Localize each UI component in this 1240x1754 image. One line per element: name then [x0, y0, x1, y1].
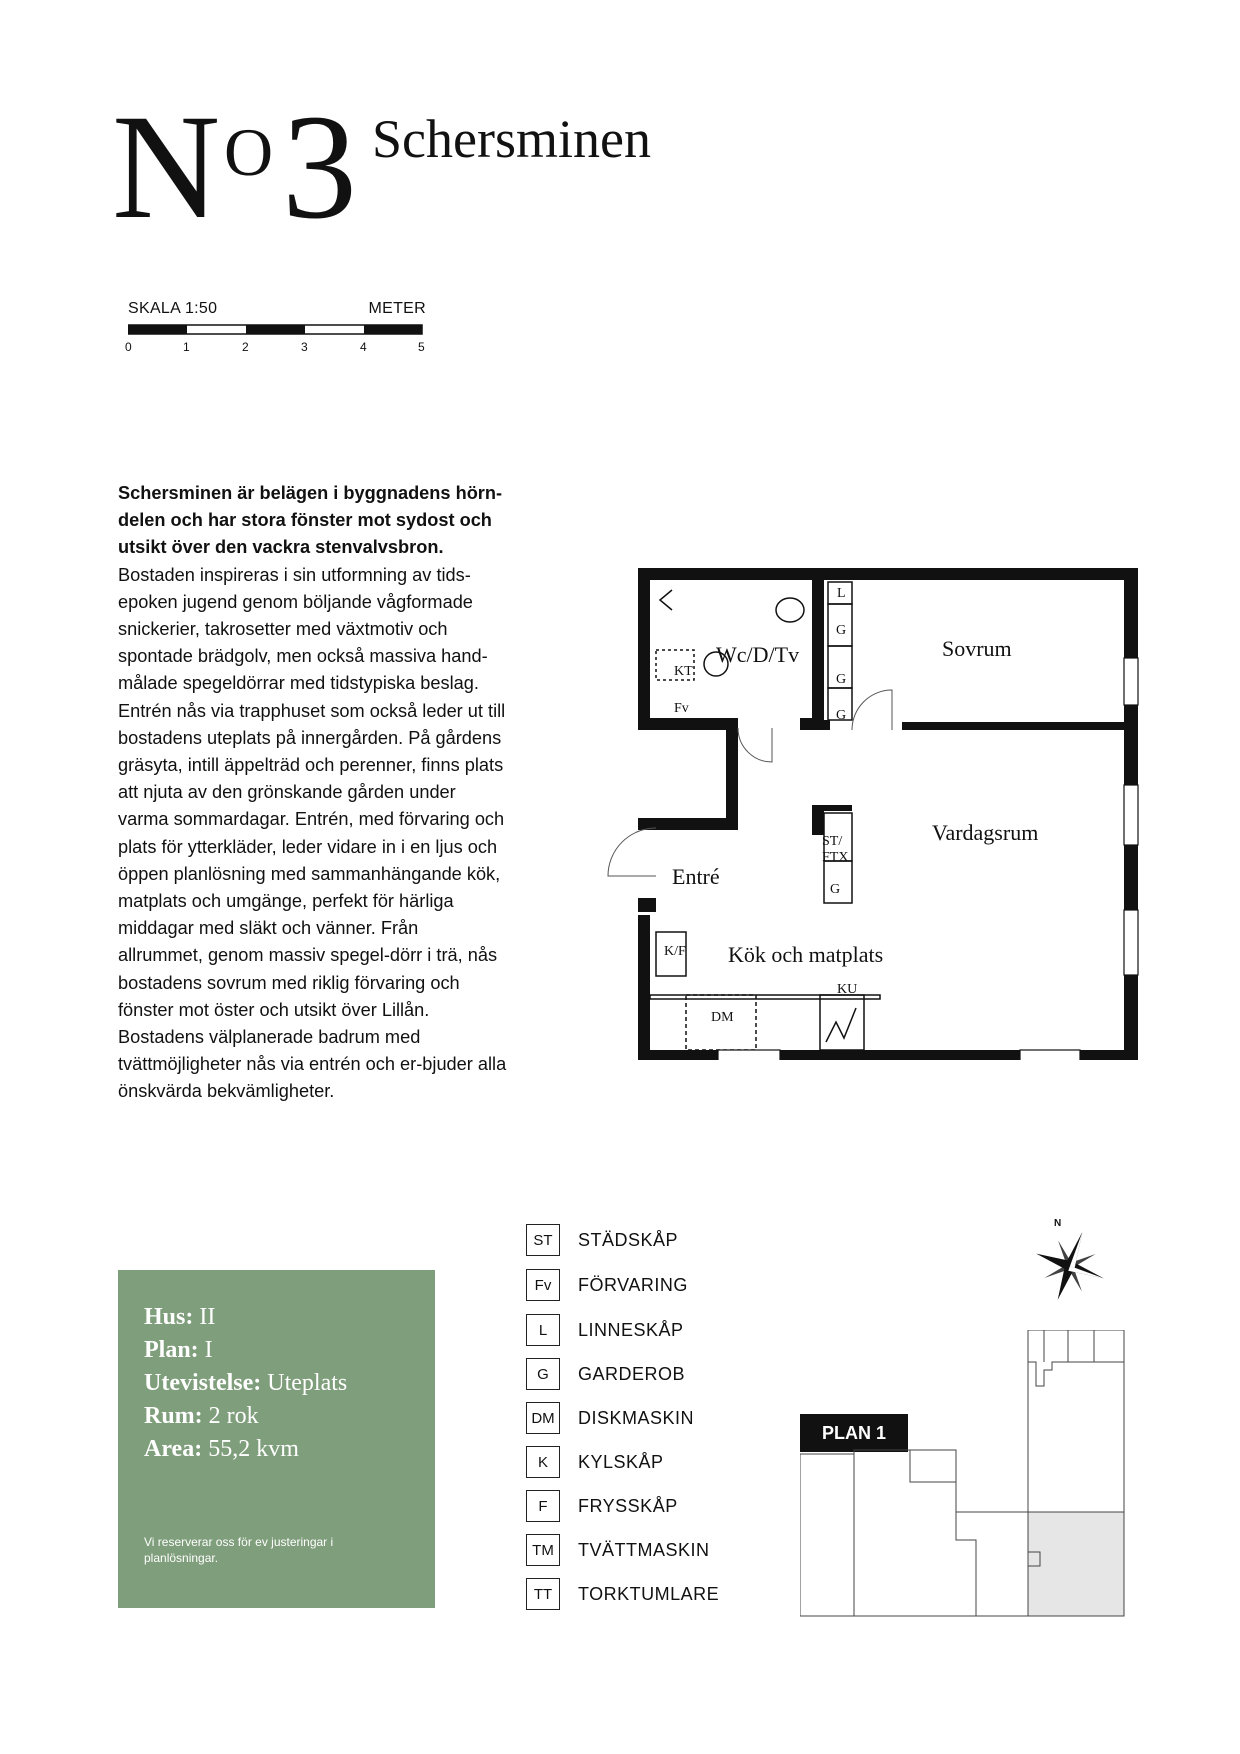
- compass-north-label: N: [1054, 1218, 1062, 1229]
- legend-text: KYLSKÅP: [578, 1452, 664, 1472]
- label-L: L: [837, 586, 846, 601]
- legend-code: F: [526, 1490, 560, 1522]
- label-KT: KT: [674, 664, 693, 679]
- legend-text: LINNESKÅP: [578, 1320, 684, 1340]
- scale-tick: 5: [418, 340, 425, 354]
- label-KU: KU: [837, 982, 858, 997]
- legend-text: GARDEROB: [578, 1364, 686, 1384]
- scale-tick: 4: [360, 340, 367, 354]
- label-DM: DM: [711, 1010, 734, 1025]
- scale-tick: 0: [125, 340, 132, 354]
- legend-code: ST: [526, 1224, 560, 1256]
- label-G: G: [830, 882, 841, 897]
- room-kok: Kök och matplats: [728, 942, 884, 967]
- legend-text: TORKTUMLARE: [578, 1584, 720, 1604]
- label-Fv: Fv: [674, 701, 689, 716]
- legend-text: STÄDSKÅP: [578, 1230, 679, 1250]
- info-hus: Hus: II: [144, 1304, 216, 1330]
- intro-text: [118, 480, 508, 1106]
- legend-code: G: [526, 1358, 560, 1390]
- site-plan: [800, 1330, 1130, 1620]
- legend-code: TT: [526, 1578, 560, 1610]
- title-number-superscript: O: [224, 114, 274, 190]
- legend-code: L: [526, 1314, 560, 1346]
- floor-plan: [580, 560, 1140, 1060]
- title-number-digit: 3: [282, 84, 357, 250]
- scale-bar-graphic: [128, 324, 428, 336]
- room-entre: Entré: [672, 864, 720, 889]
- info-note: Vi reserverar oss för ev justeringar i planlösningar.: [144, 1535, 334, 1565]
- scale-bar: [125, 300, 428, 360]
- plan-badge: PLAN 1: [800, 1414, 908, 1452]
- legend-text: TVÄTTMASKIN: [578, 1540, 710, 1560]
- legend-code: K: [526, 1446, 560, 1478]
- label-KF: K/F: [664, 944, 686, 959]
- scale-label: SKALA 1:50: [128, 300, 218, 317]
- label-G: G: [836, 708, 847, 723]
- legend-text: FRYSSKÅP: [578, 1496, 678, 1516]
- info-area: Area: 55,2 kvm: [144, 1436, 299, 1462]
- label-G: G: [836, 672, 847, 687]
- room-vardagsrum: Vardagsrum: [932, 820, 1039, 845]
- room-wc: Wc/D/Tv: [716, 642, 800, 667]
- scale-tick: 3: [301, 340, 308, 354]
- legend-text: DISKMASKIN: [578, 1408, 695, 1428]
- scale-unit: METER: [368, 300, 426, 317]
- intro-lead: Schersminen är belägen i byggnadens hörn-delen och har stora fönster mot sydost och utsikt över den vackra stenvalvsbron.: [118, 483, 503, 558]
- legend-text: FÖRVARING: [578, 1275, 688, 1295]
- info-rum: Rum: 2 rok: [144, 1403, 259, 1429]
- info-box: [118, 1270, 435, 1608]
- legend-code: TM: [526, 1534, 560, 1566]
- doors: [608, 690, 892, 876]
- compass-icon: [1030, 1226, 1110, 1306]
- walls: [638, 568, 1138, 1060]
- room-sovrum: Sovrum: [942, 636, 1012, 661]
- label-FTX: FTX: [822, 850, 849, 865]
- title-name: Schersminen: [372, 109, 651, 169]
- scale-tick: 1: [183, 340, 190, 354]
- label-ST: ST/: [822, 834, 843, 849]
- legend-code: Fv: [526, 1269, 560, 1301]
- scale-tick: 2: [242, 340, 249, 354]
- legend-code: DM: [526, 1402, 560, 1434]
- info-utevistelse: Utevistelse: Uteplats: [144, 1370, 348, 1396]
- label-G: G: [836, 623, 847, 638]
- intro-body: Bostaden inspireras i sin utformning av tids-epoken jugend genom böljande vågformade snickerier, takrosetter med växtmotiv och spontade brädgolv, men också massiva hand-målade spegeldörrar med tidstypiska beslag. Entrén nås via trapphuset som också leder ut till bostadens uteplats på innergården. På gårdens gräsyta, intill äppelträd och perenner, finns plats att njuta av den grönskande gården under varma sommardagar. Entrén, med förvaring och plats för ytterkläder, leder vidare in i en ljus och öppen planlösning med sammanhängande kök, matplats och umgänge, perfekt för härliga middagar med släkt och vänner. Från allrummet, genom massiv spegel-dörr i trä, nås bostadens sovrum med riklig förvaring och fönster mot öster och utsikt över Lillån. Bostadens välplanerade badrum med tvättmöjligheter nås via entrén och er-bjuder alla önskvärda bekvämligheter.: [118, 564, 507, 1102]
- info-plan: Plan: I: [144, 1337, 213, 1363]
- title-number-letter: N: [112, 84, 217, 250]
